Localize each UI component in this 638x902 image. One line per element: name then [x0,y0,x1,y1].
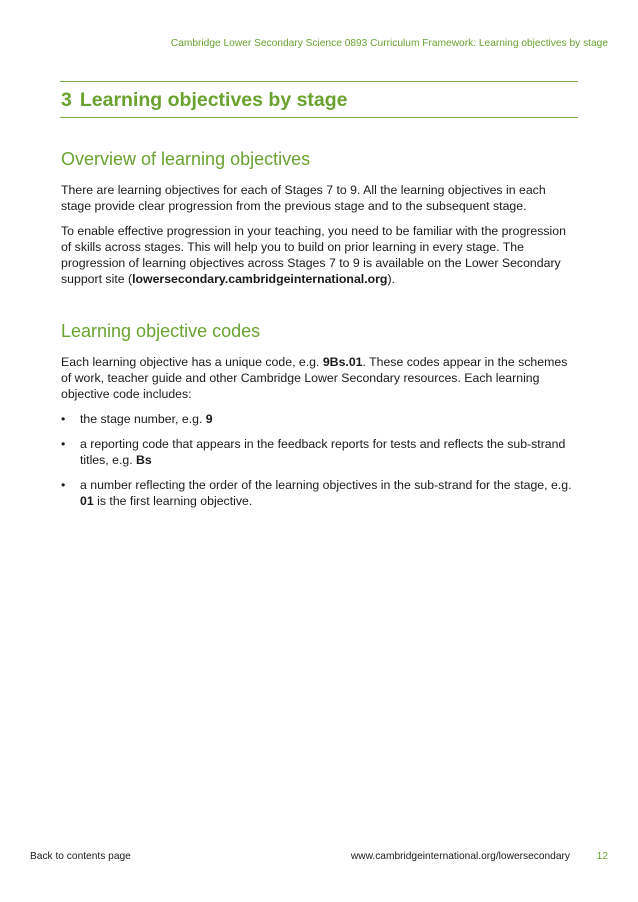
list-item-example: 9 [205,412,213,426]
codes-intro-post: . These codes appear in the schemes of work, teacher guide and other Cambridge Lower Secondary resources. Each learning objective code includes: [61,355,568,401]
list-item-text: a reporting code that appears in the feedback reports for tests and reflects the sub-strand titles, e.g. [80,437,566,467]
main-content [61,148,579,518]
list-item [61,411,579,427]
list-item-text: a number reflecting the order of the learning objectives in the sub-strand for the stage, e.g. [80,478,572,492]
code-components-list [61,411,579,509]
overview-paragraph-1: There are learning objectives for each of Stages 7 to 9. All the learning objectives in each stage provide clear progression from the previous stage and to the subsequent stage. [61,183,546,213]
overview-paragraph-2-text: To enable effective progression in your teaching, you need to be familiar with the progression of skills across stages. This will help you to build on prior learning in every stage. The progression of learning objectives across Stages 7 to 9 is available on the Lower Secondary support site ( [61,224,566,286]
title-rule-top [60,81,578,82]
back-to-contents-link[interactable]: Back to contents page [30,851,131,862]
list-item-example: Bs [136,453,152,467]
support-site-link[interactable]: lowersecondary.cambridgeinternational.org [132,272,388,286]
chapter-title-text: Learning objectives by stage [79,89,348,111]
codes-intro-pre: Each learning objective has a unique code, e.g. [61,355,323,369]
list-item-after: is the first learning objective. [93,494,253,508]
bullet-icon: • [61,478,66,492]
bullet-icon: • [61,437,66,451]
list-item-example: 01 [80,494,94,508]
chapter-number: 3 [61,89,72,111]
title-rule-bottom [60,117,578,118]
codes-intro [61,354,579,402]
list-item-text: the stage number, e.g. [80,412,206,426]
footer-url-link[interactable]: www.cambridgeinternational.org/lowersecondary [350,851,570,862]
page-number: 12 [596,851,608,862]
bullet-icon: • [61,412,66,426]
overview-paragraph-2 [61,223,579,287]
overview-paragraph-2-end: ). [387,272,395,286]
overview-heading: Overview of learning objectives [61,149,311,169]
list-item [61,477,579,509]
list-item [61,436,579,468]
codes-heading: Learning objective codes [61,321,261,341]
running-header: Cambridge Lower Secondary Science 0893 Curriculum Framework: Learning objectives by stage [170,38,608,49]
example-code: 9Bs.01 [322,355,363,369]
chapter-title [61,89,348,112]
